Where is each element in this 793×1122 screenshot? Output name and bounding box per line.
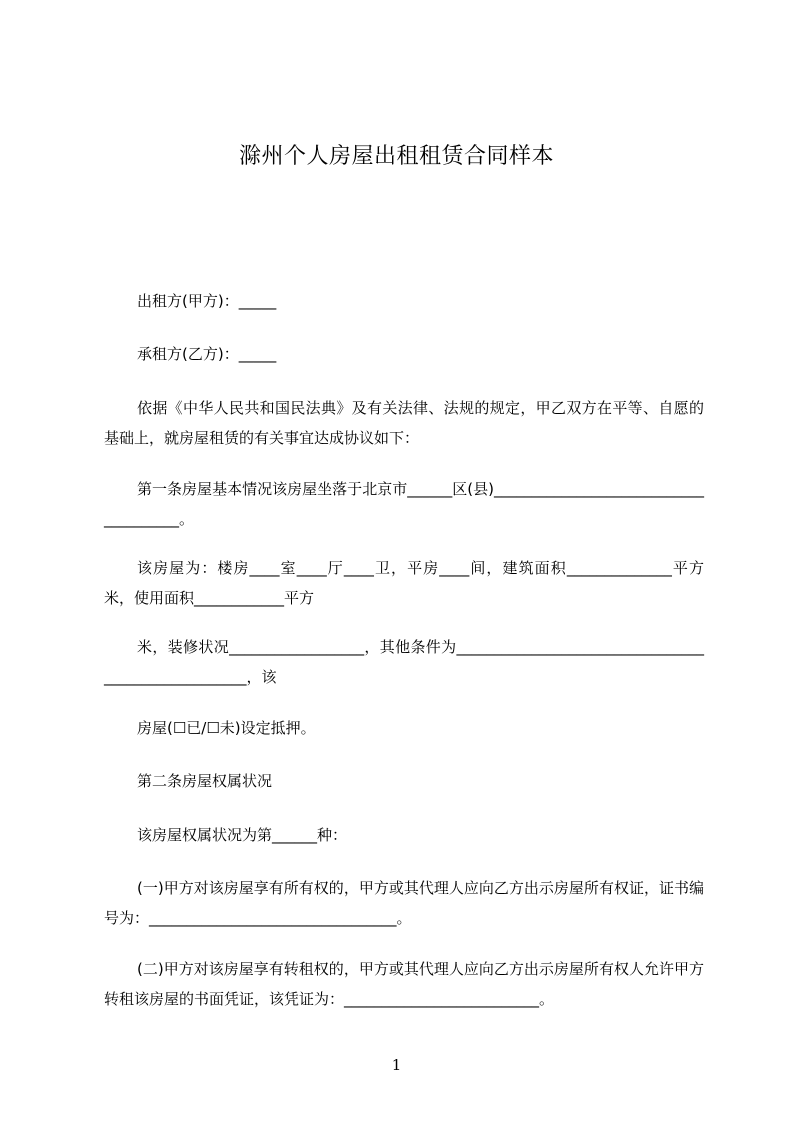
- paragraph-article-2-heading: 第二条房屋权属状况: [137, 772, 273, 790]
- paragraph-lessor: 出租方(甲方)：_____: [137, 292, 277, 310]
- page-number: 1: [391, 1056, 402, 1074]
- paragraph-article-2-sublease: (二)甲方对该房屋享有转租权的，甲方或其代理人应向乙方出示房屋所有权人允许甲方转租该房屋的书面凭证，该凭证为：__________________________。: [104, 960, 704, 1008]
- paragraph-article-1-location: 第一条房屋基本情况该房屋坐落于北京市______区(县)______________________________________。: [104, 480, 704, 528]
- paragraph-article-2-ownership: (一)甲方对该房屋享有所有权的，甲方或其代理人应向乙方出示房屋所有权证，证书编号为：_________________________________。: [104, 879, 704, 927]
- paragraph-preamble: 依据《中华人民共和国民法典》及有关法律、法规的规定，甲乙双方在平等、自愿的基础上，就房屋租赁的有关事宜达成协议如下：: [104, 399, 704, 447]
- paragraph-article-1-layout: 该房屋为：楼房____室____厅____卫，平房____间，建筑面积______________平方米，使用面积____________平方: [104, 559, 704, 607]
- paragraph-lessee: 承租方(乙方)：_____: [137, 345, 277, 363]
- paragraph-article-1-decoration: 米，装修状况__________________，其他条件为____________________________________________________，该: [104, 638, 704, 686]
- paragraph-article-1-mortgage: 房屋(☐已/☐未)设定抵押。: [137, 719, 316, 737]
- document-title: 滁州个人房屋出租租赁合同样本: [238, 144, 554, 169]
- paragraph-article-2-type: 该房屋权属状况为第______种：: [137, 826, 348, 844]
